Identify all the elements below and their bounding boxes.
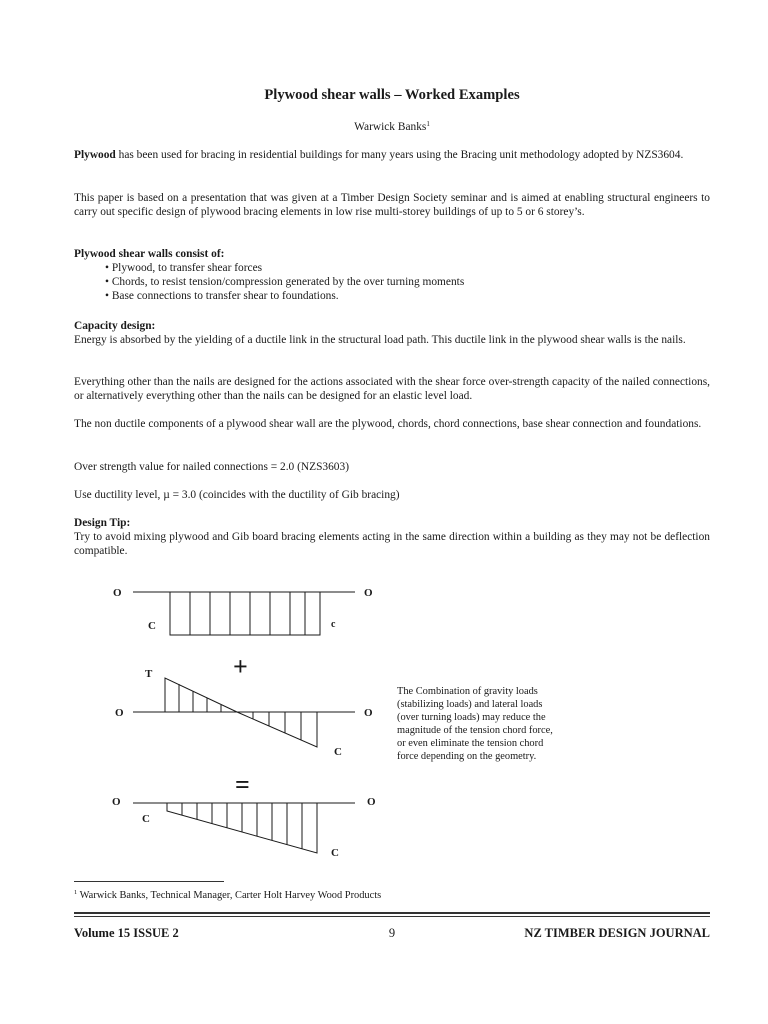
footer-journal: NZ TIMBER DESIGN JOURNAL	[524, 926, 710, 940]
tension-triangle	[165, 678, 237, 712]
origin-label: O	[364, 707, 373, 719]
ductility-text: Use ductility level, µ = 3.0 (coincides with the ductility of Gib bracing)	[74, 489, 400, 501]
design-tip-section	[74, 516, 710, 558]
compression-label: C	[148, 620, 156, 632]
capacity-section	[74, 319, 710, 347]
footer-divider	[74, 912, 710, 914]
footer-divider	[74, 916, 710, 917]
compression-triangle	[237, 712, 317, 747]
compression-label: C	[142, 813, 150, 825]
origin-label: O	[112, 796, 121, 808]
compression-label: C	[331, 847, 339, 859]
paper-paragraph	[74, 191, 710, 219]
paper-text: This paper is based on a presentation that was given at a Timber Design Society seminar and is aimed at enabling structural engineers to carry out specific design of plywood bracing elements in low rise multi-storey buildings of up to 5 or 6 storey’s.	[74, 192, 710, 218]
chord-force-diagram	[100, 575, 400, 865]
compression-label: c	[331, 619, 336, 630]
intro-paragraph	[74, 148, 710, 162]
footnote	[74, 889, 381, 903]
everything-text: Everything other than the nails are designed for the actions associated with the shear force over-strength capacity of the nailed connections, or alternatively everything other than the nails can be designed for an elastic level load.	[74, 376, 710, 402]
capacity-heading: Capacity design:	[74, 320, 156, 332]
equals-symbol: =	[235, 770, 250, 799]
consist-list	[74, 261, 710, 303]
list-item: • Base connections to transfer shear to foundations.	[105, 290, 339, 302]
lateral-load-diagram	[133, 678, 355, 747]
everything-paragraph	[74, 375, 710, 403]
list-item: • Chords, to resist tension/compression generated by the over turning moments	[105, 276, 465, 288]
ductility-paragraph	[74, 488, 710, 502]
combined-load-diagram	[133, 803, 355, 853]
origin-label: O	[367, 796, 376, 808]
intro-text: has been used for bracing in residential buildings for many years using the Bracing unit methodology adopted by NZS3604.	[115, 149, 684, 161]
origin-label: O	[364, 587, 373, 599]
design-tip-heading: Design Tip:	[74, 517, 131, 529]
consist-heading: Plywood shear walls consist of:	[74, 248, 225, 260]
author-name: Warwick Banks	[354, 121, 427, 133]
origin-label: O	[113, 587, 122, 599]
nonductile-text: The non ductile components of a plywood shear wall are the plywood, chords, chord connections, base shear connection and foundations.	[74, 418, 702, 430]
nonductile-paragraph	[74, 417, 710, 431]
footer-volume: Volume 15 ISSUE 2	[74, 926, 179, 940]
overstrength-text: Over strength value for nailed connections = 2.0 (NZS3603)	[74, 461, 349, 473]
compression-block	[170, 592, 320, 635]
compression-label: C	[334, 746, 342, 758]
gravity-load-diagram	[133, 592, 355, 635]
list-item: • Plywood, to transfer shear forces	[105, 262, 263, 274]
page-number: 9	[388, 926, 396, 940]
page-title: Plywood shear walls – Worked Examples	[264, 87, 520, 103]
author-footnote-mark: 1	[426, 120, 430, 128]
design-tip-text: Try to avoid mixing plywood and Gib board bracing elements acting in the same direction within a building as they may not be deflection compatible.	[74, 531, 710, 557]
footnote-divider	[74, 881, 224, 882]
overstrength-paragraph	[74, 460, 710, 474]
author-line	[74, 120, 710, 134]
footnote-mark: 1	[74, 889, 78, 896]
plus-symbol: +	[233, 652, 248, 681]
consist-section	[74, 247, 710, 303]
tension-label: T	[145, 668, 153, 680]
diagram-caption: The Combination of gravity loads (stabilizing loads) and lateral loads (over turning loads) may reduce the magnitude of the tension chord force, or even eliminate the tension chord force depending on the geometry.	[397, 686, 553, 762]
intro-bold-lead: Plywood	[74, 149, 116, 161]
origin-label: O	[115, 707, 124, 719]
capacity-text: Energy is absorbed by the yielding of a ductile link in the structural load path. This ductile link in the plywood shear walls is the nails.	[74, 334, 686, 346]
footnote-text: Warwick Banks, Technical Manager, Carter Holt Harvey Wood Products	[77, 890, 382, 901]
